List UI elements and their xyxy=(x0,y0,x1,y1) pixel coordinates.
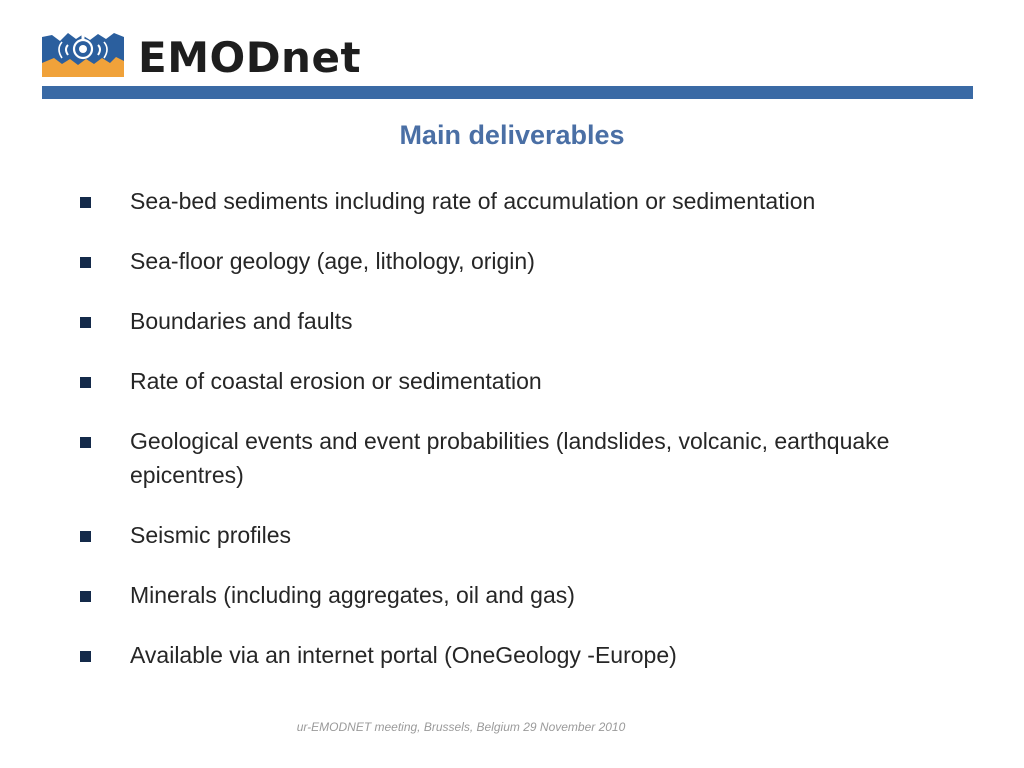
square-bullet-icon xyxy=(80,197,91,208)
header-rule xyxy=(42,86,973,99)
square-bullet-icon xyxy=(80,317,91,328)
list-item xyxy=(0,424,1024,492)
bullet-text: Geological events and event probabilities (landslides, volcanic, earthquake epicentres) xyxy=(130,428,890,488)
list-item xyxy=(0,304,1024,338)
bullet-text: Sea-floor geology (age, lithology, origin) xyxy=(130,248,535,274)
bullet-text: Seismic profiles xyxy=(130,522,292,548)
list-item xyxy=(0,578,1024,612)
logo-wordmark: EMODnet xyxy=(138,33,362,82)
square-bullet-icon xyxy=(80,437,91,448)
bullet-text: Rate of coastal erosion or sedimentation xyxy=(130,368,542,394)
footer-text: ur-EMODNET meeting, Brussels, Belgium 29 November 2010 xyxy=(296,720,626,734)
emodnet-logo-icon xyxy=(42,33,124,77)
bullet-text: Available via an internet portal (OneGeology -Europe) xyxy=(130,642,677,668)
square-bullet-icon xyxy=(80,531,91,542)
square-bullet-icon xyxy=(80,651,91,662)
slide-title: Main deliverables xyxy=(399,120,625,150)
bullet-text: Sea-bed sediments including rate of accumulation or sedimentation xyxy=(130,188,816,214)
list-item xyxy=(0,518,1024,552)
list-item xyxy=(0,364,1024,398)
list-item xyxy=(0,638,1024,672)
bullet-list xyxy=(0,184,1024,698)
bullet-text: Minerals (including aggregates, oil and gas) xyxy=(130,582,575,608)
square-bullet-icon xyxy=(80,257,91,268)
bullet-text: Boundaries and faults xyxy=(130,308,353,334)
list-item xyxy=(0,184,1024,218)
list-item xyxy=(0,244,1024,278)
square-bullet-icon xyxy=(80,377,91,388)
square-bullet-icon xyxy=(80,591,91,602)
